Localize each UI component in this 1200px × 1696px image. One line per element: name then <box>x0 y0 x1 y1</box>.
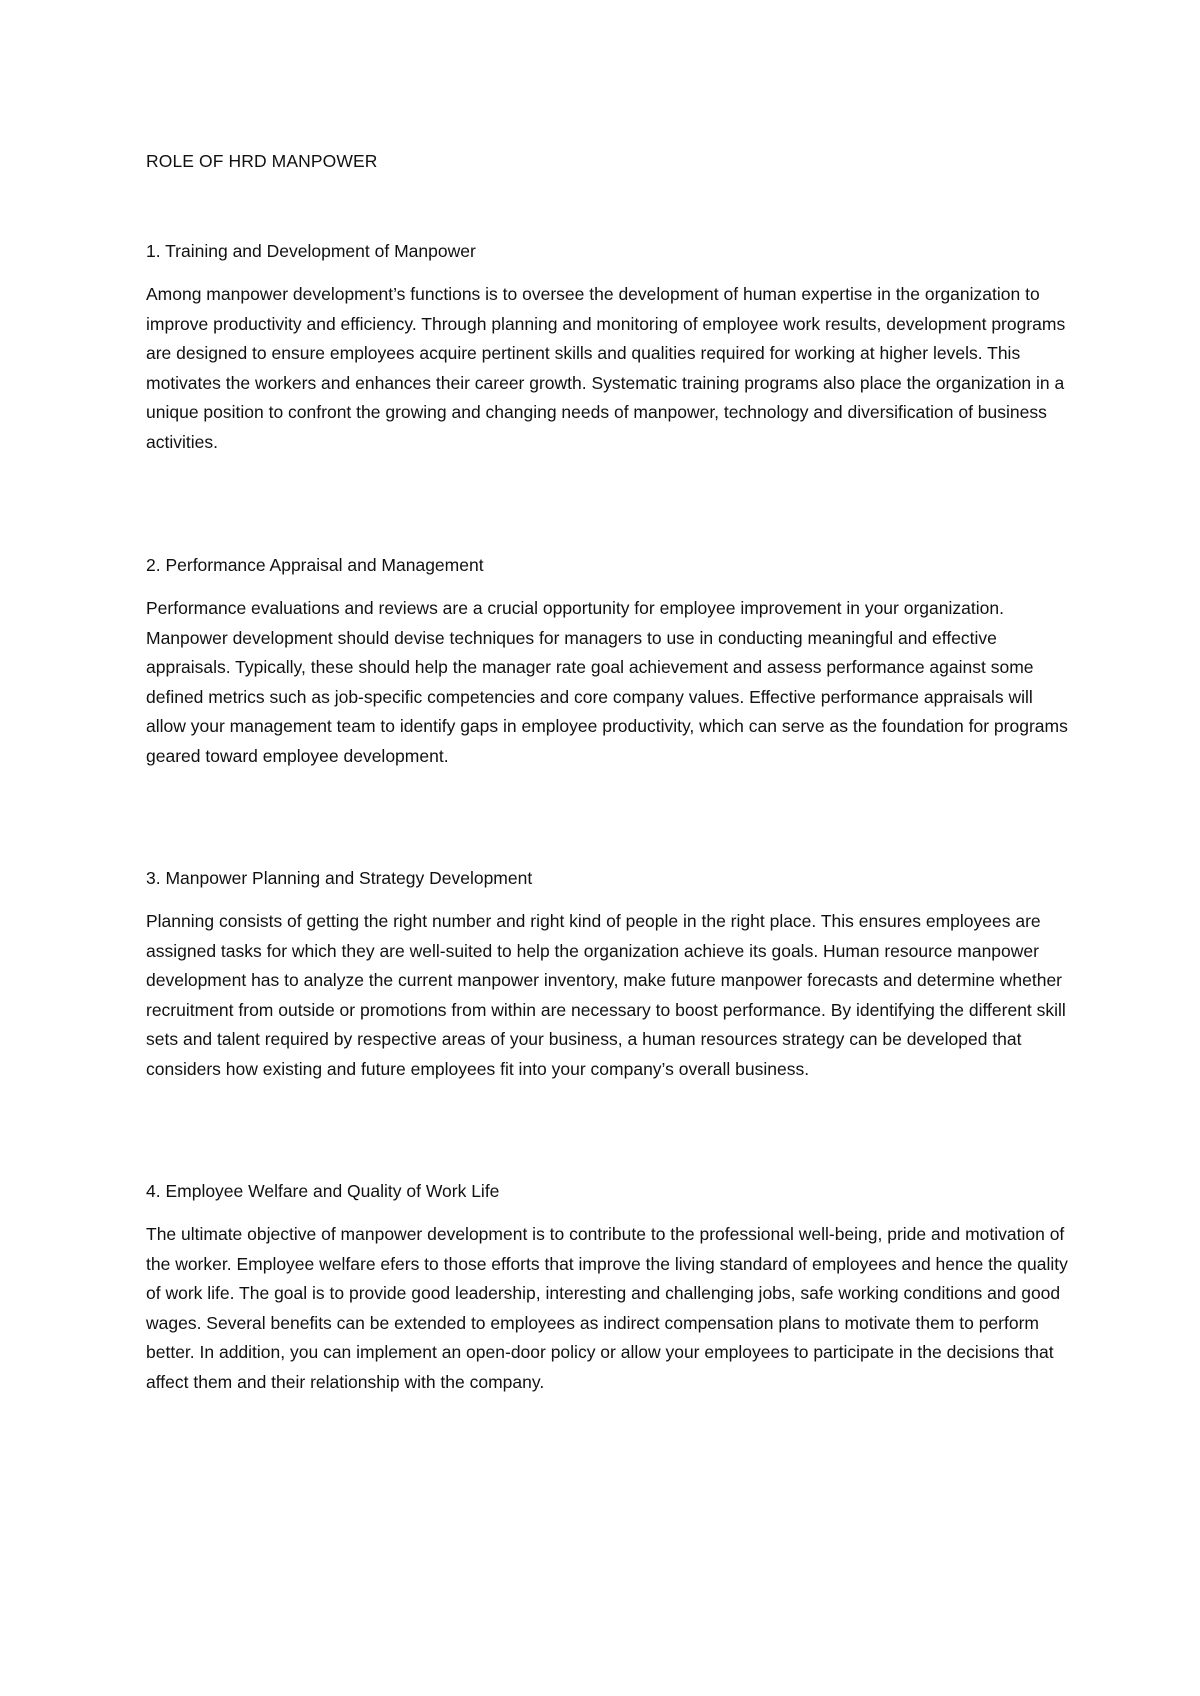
section-paragraph: Planning consists of getting the right number and right kind of people in the right place. This ensures employees are assigned tasks for which they are well-suited to help the organization achieve its goals. Human resource manpower development has to analyze the current manpower inventory, make future manpower forecasts and determine whether recruitment from outside or promotions from within are necessary to boost performance. By identifying the different skill sets and talent required by respective areas of your business, a human resources strategy can be developed that considers how existing and future employees fit into your company’s overall business. <box>146 911 1066 1079</box>
section-paragraph: Performance evaluations and reviews are a crucial opportunity for employee improvement in your organization. Manpower development should devise techniques for managers to use in conducting meaningful and effective appraisals. Typically, these should help the manager rate goal achievement and assess performance against some defined metrics such as job-specific competencies and core company values. Effective performance appraisals will allow your management team to identify gaps in employee productivity, which can serve as the foundation for programs geared toward employee development. <box>146 598 1068 766</box>
section-paragraph: Among manpower development’s functions is to oversee the development of human expertise in the organization to improve productivity and efficiency. Through planning and monitoring of employee work results, development programs are designed to ensure employees acquire pertinent skills and qualities required for working at higher levels. This motivates the workers and enhances their career growth. Systematic training programs also place the organization in a unique position to confront the growing and changing needs of manpower, technology and diversification of business activities. <box>146 284 1066 452</box>
section-training-development <box>146 239 1074 458</box>
section-heading: 3. Manpower Planning and Strategy Development <box>146 868 533 888</box>
section-heading: 1. Training and Development of Manpower <box>146 241 476 261</box>
section-heading: 2. Performance Appraisal and Management <box>146 555 484 575</box>
section-employee-welfare <box>146 1179 1074 1398</box>
section-heading: 4. Employee Welfare and Quality of Work Life <box>146 1181 500 1201</box>
section-performance-appraisal <box>146 553 1074 772</box>
section-paragraph: The ultimate objective of manpower development is to contribute to the professional well-being, pride and motivation of the worker. Employee welfare efers to those efforts that improve the living standard of employees and hence the quality of work life. The goal is to provide good leadership, interesting and challenging jobs, safe working conditions and good wages. Several benefits can be extended to employees as indirect compensation plans to motivate them to perform better. In addition, you can implement an open-door policy or allow your employees to participate in the decisions that affect them and their relationship with the company. <box>146 1224 1068 1392</box>
section-manpower-planning <box>146 866 1074 1085</box>
document-title: ROLE OF HRD MANPOWER <box>146 151 378 171</box>
